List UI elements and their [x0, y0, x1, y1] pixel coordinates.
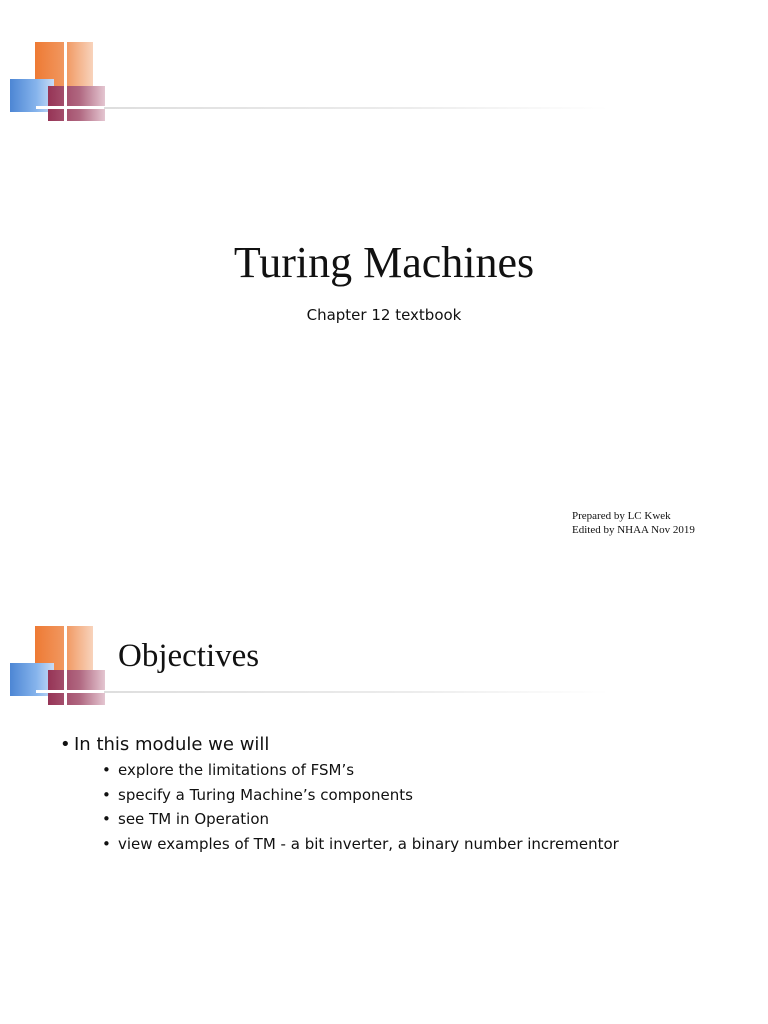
horizontal-divider [36, 106, 106, 109]
objectives-title: Objectives [118, 638, 260, 674]
sub-bullet-item: • see TM in Operation [102, 807, 619, 832]
objectives-list [60, 732, 619, 856]
horizontal-divider [36, 690, 106, 693]
bullet-intro-text: In this module we will [74, 734, 270, 755]
credits [572, 509, 695, 537]
credit-edited: Edited by NHAA Nov 2019 [572, 524, 695, 536]
vertical-divider [64, 626, 67, 706]
sub-bullet-list [74, 758, 619, 856]
vertical-divider [64, 42, 67, 122]
objectives-slide [0, 586, 768, 1024]
slide-title: Turing Machines [233, 238, 535, 287]
sub-bullet-item: • explore the limitations of FSM’s [102, 758, 619, 783]
maroon-square [48, 86, 105, 121]
header-rule [104, 107, 609, 109]
bullet-intro [60, 732, 619, 856]
header-rule [104, 691, 609, 693]
slide-subtitle: Chapter 12 textbook [306, 306, 462, 324]
credit-prepared: Prepared by LC Kwek [572, 510, 671, 522]
sub-bullet-item: • view examples of TM - a bit inverter, a binary number incrementor [102, 832, 619, 857]
sub-bullet-item: • specify a Turing Machine’s components [102, 783, 619, 808]
maroon-square [48, 670, 105, 705]
